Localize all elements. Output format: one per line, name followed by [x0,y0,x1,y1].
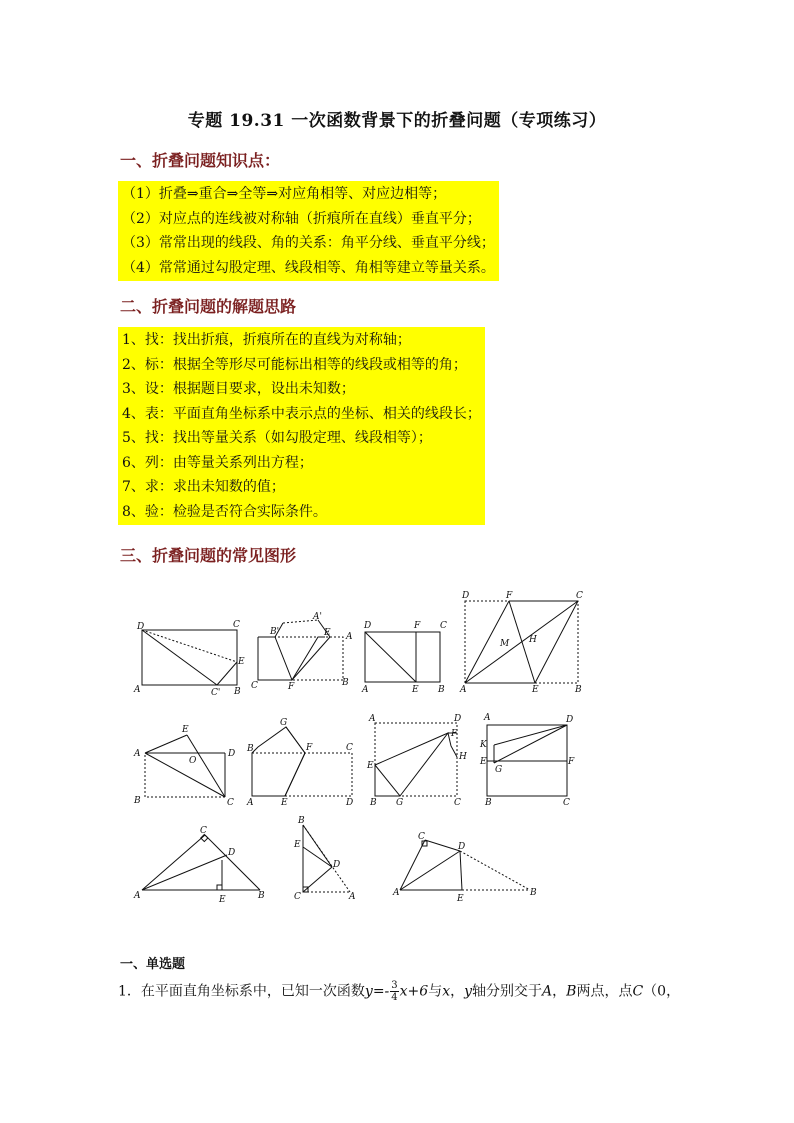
figure-2-label: A [346,632,353,642]
figure-8-label: G [495,765,503,775]
figure-1-label: C' [211,688,221,698]
fraction [390,980,398,1003]
figure-3-label: E [412,685,419,695]
math-var: y [464,983,473,1000]
figure-10-label: B [298,816,305,826]
figure-6-label: B [247,744,254,754]
figure-2-label: E [324,628,331,638]
knowledge-item: （1）折叠⇒重合⇒全等⇒对应角相等、对应边相等； [122,186,447,202]
figure-7-label: A [369,714,376,724]
figure-7-label: D [454,714,462,724]
knowledge-item: （2）对应点的连线被对称轴（折痕所在直线）垂直平分； [122,210,481,227]
question-text: ， [450,983,465,1000]
figure-2-label: C [251,681,258,691]
knowledge-item: （4）常常通过勾股定理、线段相等、角相等建立等量关系。 [122,259,495,276]
figure-5-label: A [134,749,141,759]
figure-10-label: C [294,892,301,902]
figure-8-label: D [566,715,574,725]
math-var: B [566,983,577,1000]
figure-10-label: E [294,840,301,850]
figure-1 [142,630,237,685]
figure-6-label: D [346,798,354,808]
math-expr: x+6 [399,983,429,1000]
figure-1-label: A [134,685,141,695]
figure-7-label: E [367,761,374,771]
figure-6-label: C [346,743,353,753]
figure-2-label: B [342,678,349,688]
figure-11-label: D [458,842,466,852]
figure-7 [375,723,457,796]
figure-4-label: M [500,639,510,649]
folding-figures [120,585,600,910]
question-text: 轴分别交于 [472,983,543,1000]
question-text: ， [552,983,567,1000]
figure-5 [145,735,225,797]
figure-2-label: F [288,682,295,692]
figure-8-label: B [485,798,492,808]
math-var: A [542,983,553,1000]
figure-8-label: E [480,757,487,767]
figure-4-label: B [575,685,582,695]
knowledge-points-box [118,181,499,281]
folding-figures-svg [120,585,600,910]
question-text: 1．在平面直角坐标系中，已知一次函数 [118,983,365,1000]
figure-5-label: B [134,796,141,806]
figure-9 [142,834,260,890]
step-item: 5、找：找出等量关系（如勾股定理、线段相等）； [122,430,432,446]
figure-5-label: O [189,756,197,766]
step-item: 8、验：检验是否符合实际条件。 [122,503,327,520]
figure-5-label: E [182,725,189,735]
step-item: 2、标：根据全等形尽可能标出相等的线段或相等的角； [122,356,467,373]
figure-9-label: B [258,891,265,901]
fraction-numerator: 3 [391,980,398,991]
figure-6 [252,727,352,796]
figure-1-label: C [233,620,240,630]
figure-11-label: A [393,888,400,898]
figure-6-label: F [306,743,313,753]
figure-4-label: H [529,635,537,645]
figure-3-label: F [414,621,421,631]
figure-10 [303,825,350,892]
figure-1-label: B [234,687,241,697]
figure-2-label: B' [270,627,280,637]
figure-11-label: B [530,888,537,898]
figure-7-label: F [451,729,458,739]
step-item: 7、求：求出未知数的值； [122,479,285,495]
figure-4-label: E [532,685,539,695]
figure-3-label: A [362,685,369,695]
figure-3-label: D [364,621,372,631]
figure-6-label: A [247,798,254,808]
figure-2-label: A' [313,612,322,622]
figure-8-label: A [484,713,491,723]
figure-7-label: G [396,798,404,808]
figure-10-label: D [333,860,341,870]
figure-3-label: B [438,685,445,695]
math-expr: y=- [364,983,390,1000]
figure-4-label: A [460,685,467,695]
figure-5-label: D [228,749,236,759]
figure-3 [365,632,440,682]
figure-4 [465,601,578,683]
exercise-heading: 一、单选题 [120,957,186,972]
figure-8-label: C [563,798,570,808]
step-item: 4、表：平面直角坐标系中表示点的坐标、相关的线段长； [122,405,481,422]
question-text: 两点，点 [576,983,633,1000]
figure-9-label: C [200,826,207,836]
figure-7-label: C [454,798,461,808]
page-title: 专题 19.31 一次函数背景下的折叠问题（专项练习） [187,111,607,131]
figure-7-label: H [459,752,467,762]
figure-11-label: E [457,894,464,904]
knowledge-item: （3）常常出现的线段、角的关系：角平分线、垂直平分线； [122,235,495,251]
question-text: （0， [643,983,681,1000]
question-text: 与 [428,983,443,1000]
figure-9-label: D [228,848,236,858]
math-var: C [632,983,644,1000]
figure-6-label: G [280,718,288,728]
step-item: 1、找：找出折痕，折痕所在的直线为对称轴； [122,332,411,348]
step-item: 3、设：根据题目要求，设出未知数； [122,381,355,397]
figure-5-label: C [227,798,234,808]
figure-1-label: E [238,657,245,667]
figure-10-label: A [349,892,356,902]
figure-3-label: C [440,621,447,631]
section1-heading: 一、折叠问题知识点： [120,151,281,170]
figure-4-label: C [576,591,583,601]
figure-8-label: F [568,757,575,767]
figure-6-label: E [281,798,288,808]
section3-heading: 三、折叠问题的常见图形 [120,546,297,565]
figure-4-label: F [506,591,513,601]
math-var: x [442,983,451,1000]
solution-steps-box [118,327,485,525]
fraction-denominator: 4 [391,992,398,1003]
figure-8 [487,725,567,796]
question-1 [118,980,680,1003]
step-item: 6、列：由等量关系列出方程； [122,454,313,471]
figure-8-label: K [480,740,487,750]
figure-9-label: E [219,895,226,905]
section2-heading: 二、折叠问题的解题思路 [120,297,297,316]
figure-1-label: D [137,622,145,632]
figure-7-label: B [370,798,377,808]
figure-4-label: D [462,591,470,601]
figure-11-label: C [418,832,425,842]
figure-9-label: A [134,891,141,901]
